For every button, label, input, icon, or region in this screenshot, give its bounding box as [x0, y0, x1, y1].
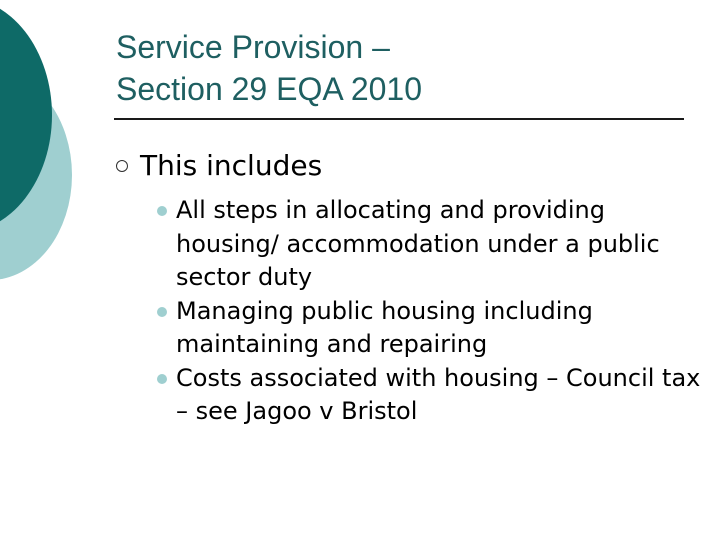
- list-item-text: Managing public housing including maintaining and repairing: [176, 296, 593, 358]
- list-item-text: All steps in allocating and providing housing/ accommodation under a public sector duty: [176, 196, 660, 291]
- filled-circle-bullet-icon: [157, 206, 167, 216]
- slide-title: [116, 26, 422, 110]
- list-item: [176, 295, 706, 362]
- title-divider: [114, 118, 684, 120]
- list-item: [176, 362, 706, 429]
- title-line-1: Service Provision –: [116, 29, 390, 65]
- filled-circle-bullet-icon: [157, 307, 167, 317]
- level1-bullet-item: [116, 147, 322, 185]
- sub-bullet-list: [176, 194, 706, 429]
- hollow-circle-bullet-icon: [116, 160, 128, 172]
- list-item: [176, 194, 706, 295]
- intro-text: This includes: [140, 149, 323, 182]
- title-line-2: Section 29 EQA 2010: [116, 71, 422, 107]
- filled-circle-bullet-icon: [157, 374, 167, 384]
- list-item-text: Costs associated with housing – Council tax – see Jagoo v Bristol: [176, 363, 701, 425]
